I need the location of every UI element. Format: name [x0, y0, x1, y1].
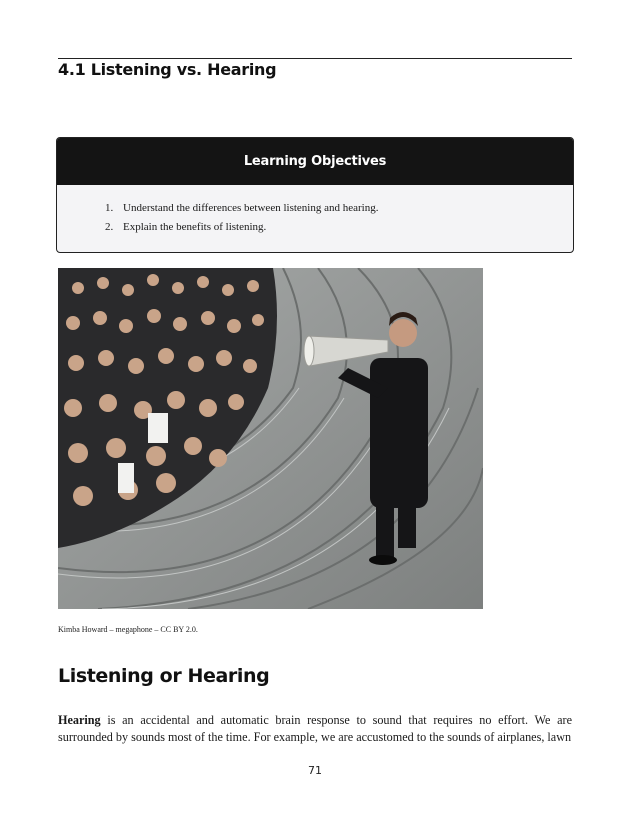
objective-text: Explain the benefits of listening. [123, 221, 267, 233]
subsection-heading: Listening or Hearing [58, 665, 270, 687]
objective-text: Understand the differences between listening and hearing. [123, 202, 379, 214]
figure-caption: Kimba Howard – megaphone – CC BY 2.0. [58, 625, 198, 634]
learning-objectives-header: Learning Objectives [57, 138, 573, 185]
body-paragraph [58, 712, 572, 746]
body-paragraph-text: is an accidental and automatic brain response to sound that requires no effort. We are surrounded by sounds most of the time. For example, we are accustomed to the sounds of airplanes, lawn [58, 713, 572, 744]
learning-objectives-list [57, 185, 573, 237]
megaphone-photo [58, 268, 483, 609]
page-number: 71 [308, 764, 322, 777]
objective-number: 2. [105, 221, 114, 233]
objective-item [57, 199, 573, 218]
learning-objectives-box [56, 137, 574, 253]
objective-item [57, 218, 573, 237]
top-rule [58, 58, 572, 59]
term-hearing: Hearing [58, 713, 101, 727]
objective-number: 1. [105, 202, 114, 214]
section-title: 4.1 Listening vs. Hearing [58, 60, 277, 79]
